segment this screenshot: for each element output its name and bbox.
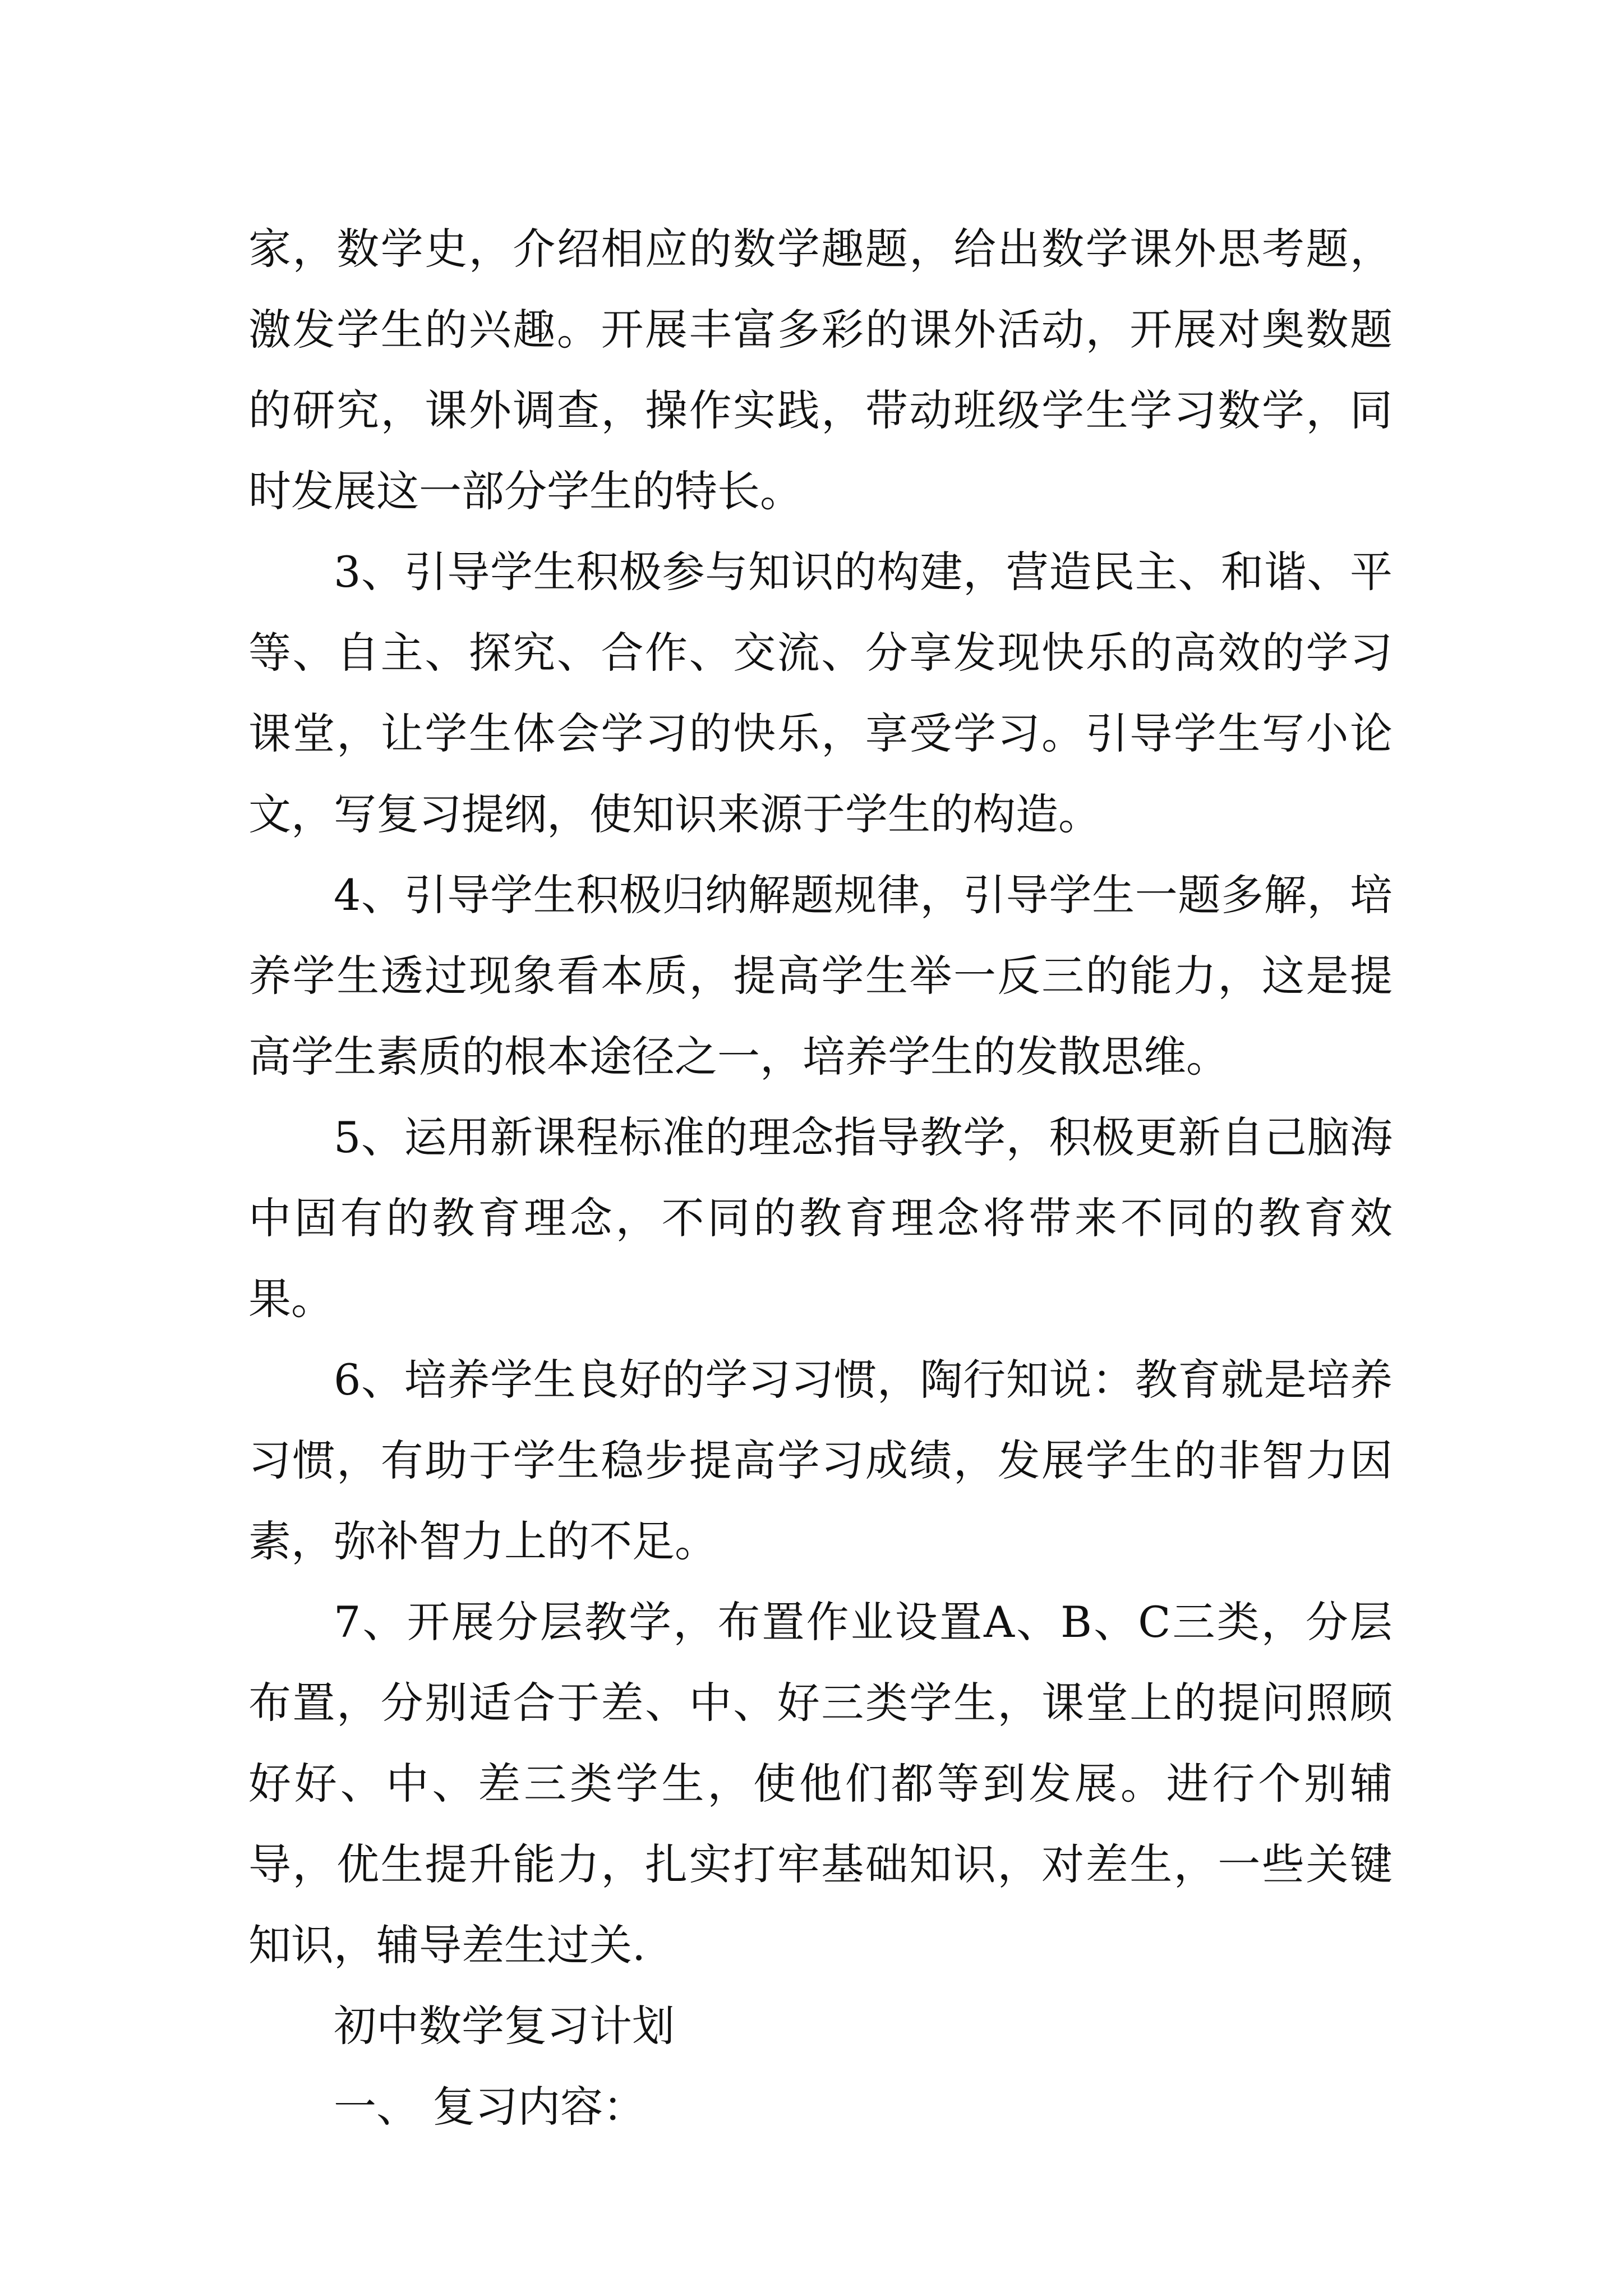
- paragraph-item-3: 3、引导学生积极参与知识的构建，营造民主、和谐、平等、自主、探究、合作、交流、分享发现快乐的高效的学习课堂，让学生体会学习的快乐，享受学习。引导学生写小论文，写复习提纲，使知识来源于学生的构造。: [248, 547, 1393, 839]
- paragraph-item-4: 4、引导学生积极归纳解题规律，引导学生一题多解，培养学生透过现象看本质，提高学生举一反三的能力，这是提高学生素质的根本途径之一，培养学生的发散思维。: [248, 870, 1393, 1082]
- paragraph-item-7: 7、开展分层教学，布置作业设置A、B、C三类，分层布置，分别适合于差、中、好三类学生，课堂上的提问照顾好好、中、差三类学生，使他们都等到发展。进行个别辅导，优生提升能力，扎实打牢基础知识，对差生，一些关键知识，辅导差生过关.: [248, 1597, 1393, 1970]
- paragraph-continuation: 家，数学史，介绍相应的数学趣题，给出数学课外思考题，激发学生的兴趣。开展丰富多彩的课外活动，开展对奥数题的研究，课外调查，操作实践，带动班级学生学习数学，同时发展这一部分学生的特长。: [248, 224, 1393, 516]
- section-heading-review-content: 一、 复习内容：: [334, 2082, 646, 2132]
- section-title: 初中数学复习计划: [334, 2001, 675, 2051]
- document-body: [248, 209, 1393, 2147]
- paragraph-item-5: 5、运用新课程标准的理念指导教学，积极更新自己脑海中固有的教育理念，不同的教育理念将带来不同的教育效果。: [248, 1112, 1393, 1324]
- paragraph-item-6: 6、培养学生良好的学习习惯，陶行知说：教育就是培养习惯，有助于学生稳步提高学习成绩，发展学生的非智力因素，弥补智力上的不足。: [248, 1355, 1393, 1566]
